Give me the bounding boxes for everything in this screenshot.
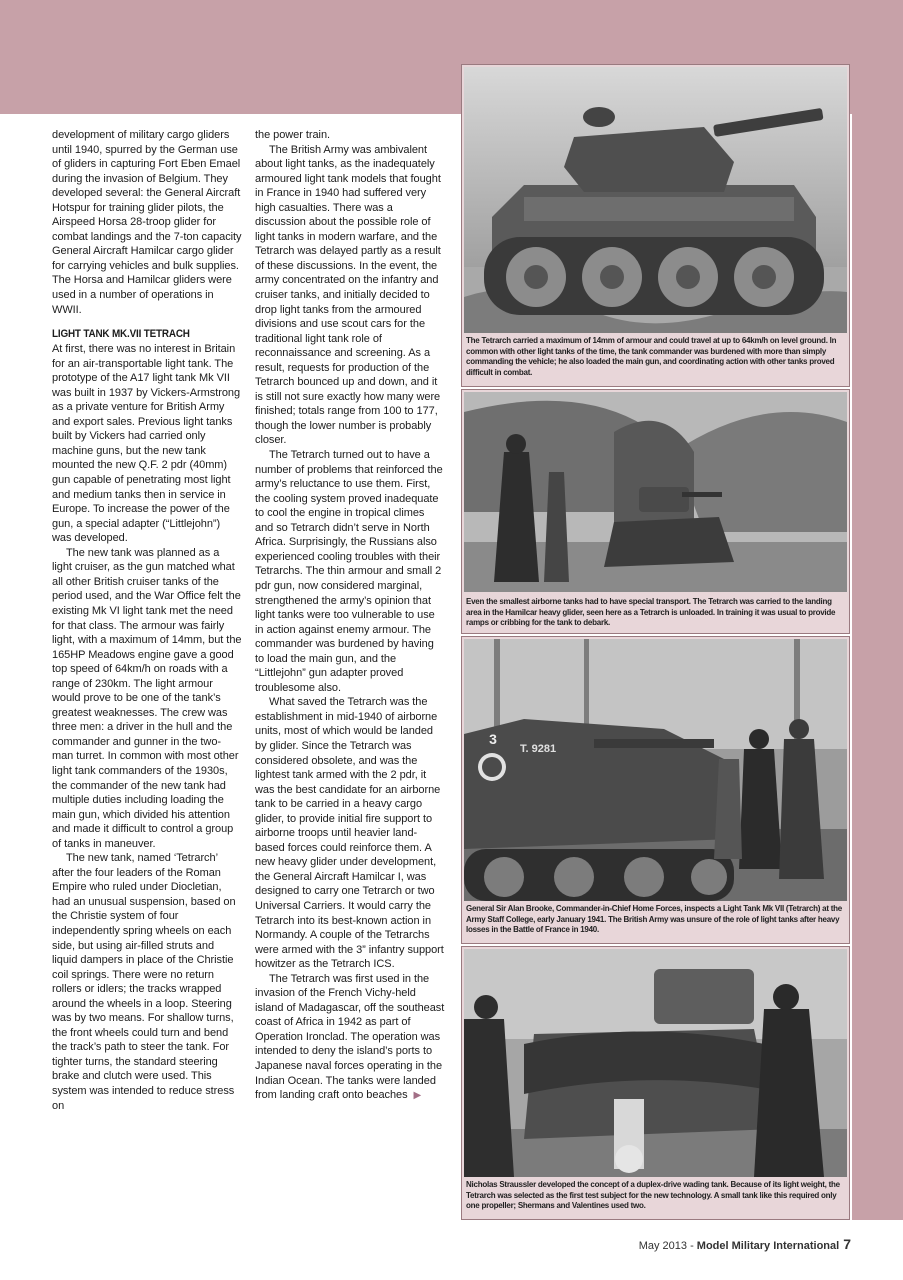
page-footer [639, 1236, 851, 1252]
paragraph: the power train. [255, 129, 331, 141]
paragraph: The new tank, named ‘Tetrarch’ after the four leaders of the Roman Empire who ruled under Diocletian, had an unusual suspension, based on the Christie system of four independently spring wheels on each side, but using air-filled struts and liquid dampers in place of the Christie coil springs. There were no return rollers or idlers; the tracks wrapped around the wheels in a loop. Steering was by two means. For shallow turns, the front wheels could turn and bend the track’s path to steer the tank. For tighter turns, the standard steering brake and clutch were used. This system was intended to reduce stress on [52, 852, 236, 1112]
paragraph: The Tetrarch turned out to have a number of problems that reinforced the army’s reluctance to use them. First, the cooling system proved inadequate to cool the engine in tropical climes and so Tetrarch didn’t serve in North Africa. Surprisingly, the Russians also experienced cooling troubles with their Tetrarchs. The thin armour and small 2 pdr gun, now considered marginal, strengthened the army’s opinion that light tanks were too vulnerable to use in action against enemy armour. The commander was burdened by having to load the main gun, and the “Littlejohn” gun adapter proved troublesome also. [255, 449, 443, 694]
photo-panel-glider [461, 389, 850, 634]
article-column-1 [52, 128, 242, 1113]
photo-caption: Even the smallest airborne tanks had to have special transport. The Tetrarch was carried to the landing area in the Hamilcar heavy glider, seen here as a Tetrarch is unloaded. In training it was usual to provide ramps or cribbing for the tank to debark. [466, 597, 836, 627]
paragraph: The British Army was ambivalent about light tanks, as the inadequately armoured light tank models that fought in France in 1940 had suffered very high casualties. There was a discussion about the possible role of light tanks in modern warfare, and the Tetrarch was delayed partly as a result of these discussions. In the event, the army concentrated on the infantry and cruiser tanks, and initially decided to drop light tanks from the armoured divisions and use scout cars for the traditional light tank role of reconnaissance and screening. As a result, requests for production of the Tetrarch bounced up and down, and it is still not sure exactly how many were finished; totals range from 100 to 177, though the lower number is probably closer. [255, 143, 441, 447]
photo-hamilcar-glider [464, 392, 847, 592]
photo-panel-tetrarch [461, 64, 850, 387]
paragraph-text: The Tetrarch was first used in the invasion of the French Vichy-held island of Madagascar, off the southeast coast of Africa in 1942 as part of Operation Ironclad. The operation was intended to deny the island’s ports to Japanese naval forces operating in the Indian Ocean. The tanks were landed from landing craft onto beaches [255, 972, 445, 1102]
footer-publication: Model Military International [696, 1240, 840, 1252]
paragraph: development of military cargo gliders until 1940, spurred by the German use of gliders in capturing Fort Eben Emael during the invasion of Belgium. They developed several: the General Aircraft Hotspur for training glider pilots, the Airspeed Horsa 28-troop glider for combat landings and the 7-ton capacity General Aircraft Hamilcar cargo glider for carrying vehicles and bulk supplies. The Horsa and Hamilcar gliders were used in a number of operations in WWII. [52, 129, 242, 316]
footer-date: May 2013 - [638, 1240, 697, 1252]
photo-caption: General Sir Alan Brooke, Commander-in-Chief Home Forces, inspects a Light Tank Mk VII (Tetrarch) at the Army Staff College, early January 1941. The British Army was unsure of the role of light tanks after heavy losses in the Battle of France in 1940. [466, 904, 842, 934]
paragraph: At first, there was no interest in Britain for an air-transportable light tank. The prototype of the A17 light tank Mk VII was built in 1937 by Vickers-Armstrong as a private venture for British Army and export sales. Previous light tanks built by Vickers had carried only machine guns, but the new tank mounted the new Q.F. 2 pdr (40mm) gun capable of penetrating most light and medium tanks then in service in Europe. To increase the power of the gun, a special adapter (“Littlejohn”) was developed. [52, 343, 241, 545]
paragraph: What saved the Tetrarch was the establishment in mid-1940 of airborne units, most of which would be landed by glider. Since the Tetrarch was considered obsolete, and was the lightest tank armed with the 2 pdr, it was the best candidate for an airborne tank to be carried in a heavy cargo glider, to provide initial fire support to airborne troops until heavier land-based forces could reinforce them. A new heavy glider under development, the General Aircraft Hamilcar I, was designed to carry one Tetrarch or two Universal Carriers. It would carry the Tetrarch into its best-known action in Normandy. A couple of the Tetrarchs were armed with the 3” infantry support howitzer as the Tetrarch ICS. [255, 696, 444, 971]
photo-duplex-drive-tank [464, 949, 847, 1177]
photo-caption: Nicholas Straussler developed the concept of a duplex-drive wading tank. Because of its light weight, the Tetrarch was selected as the first test subject for the new technology. A small tank like this required only one propeller; Shermans and Valentines used two. [466, 1180, 840, 1210]
side-band [852, 114, 903, 1220]
photo-tetrarch-tank [464, 67, 847, 333]
photo-brooke-inspection [464, 639, 847, 901]
section-heading: LIGHT TANK MK.VII TETRACH [52, 328, 190, 341]
tank-number-marking: 3 [489, 731, 497, 747]
tank-serial-marking: T. 9281 [520, 743, 557, 755]
photo-panel-duplex-drive [461, 946, 850, 1220]
article-column-2 [255, 128, 445, 1104]
page-number: 7 [843, 1236, 851, 1252]
photo-caption: The Tetrarch carried a maximum of 14mm of armour and could travel at up to 64km/h on level ground. In common with other light tanks of the time, the tank commander was burdened with more than simply commanding the vehicle; he also loaded the main gun, and coordinating action with other tanks proved difficult in combat. [466, 336, 837, 377]
paragraph: The new tank was planned as a light cruiser, as the gun matched what all other British cruiser tanks of the period used, and the War Office felt the existing Mk VI light tank met the need for that class. The armour was fairly light, with a maximum of 14mm, but the 165HP Meadows engine gave a good top speed of 64km/h on roads with a range of 230km. The light armour would prove to be one of the tank’s greatest weaknesses. The crew was three men: a driver in the hull and the commander and gunner in the two-man turret. In common with most other light tank commanders of the 1930s, the commander of the new tank had multiple duties including loading the main gun, which divided his attention and made it difficult to control a group of tanks in maneuver. [52, 546, 242, 850]
paragraph [255, 972, 445, 1104]
continue-arrow-icon: ▶ [413, 1090, 422, 1102]
photo-panel-inspection [461, 636, 850, 944]
